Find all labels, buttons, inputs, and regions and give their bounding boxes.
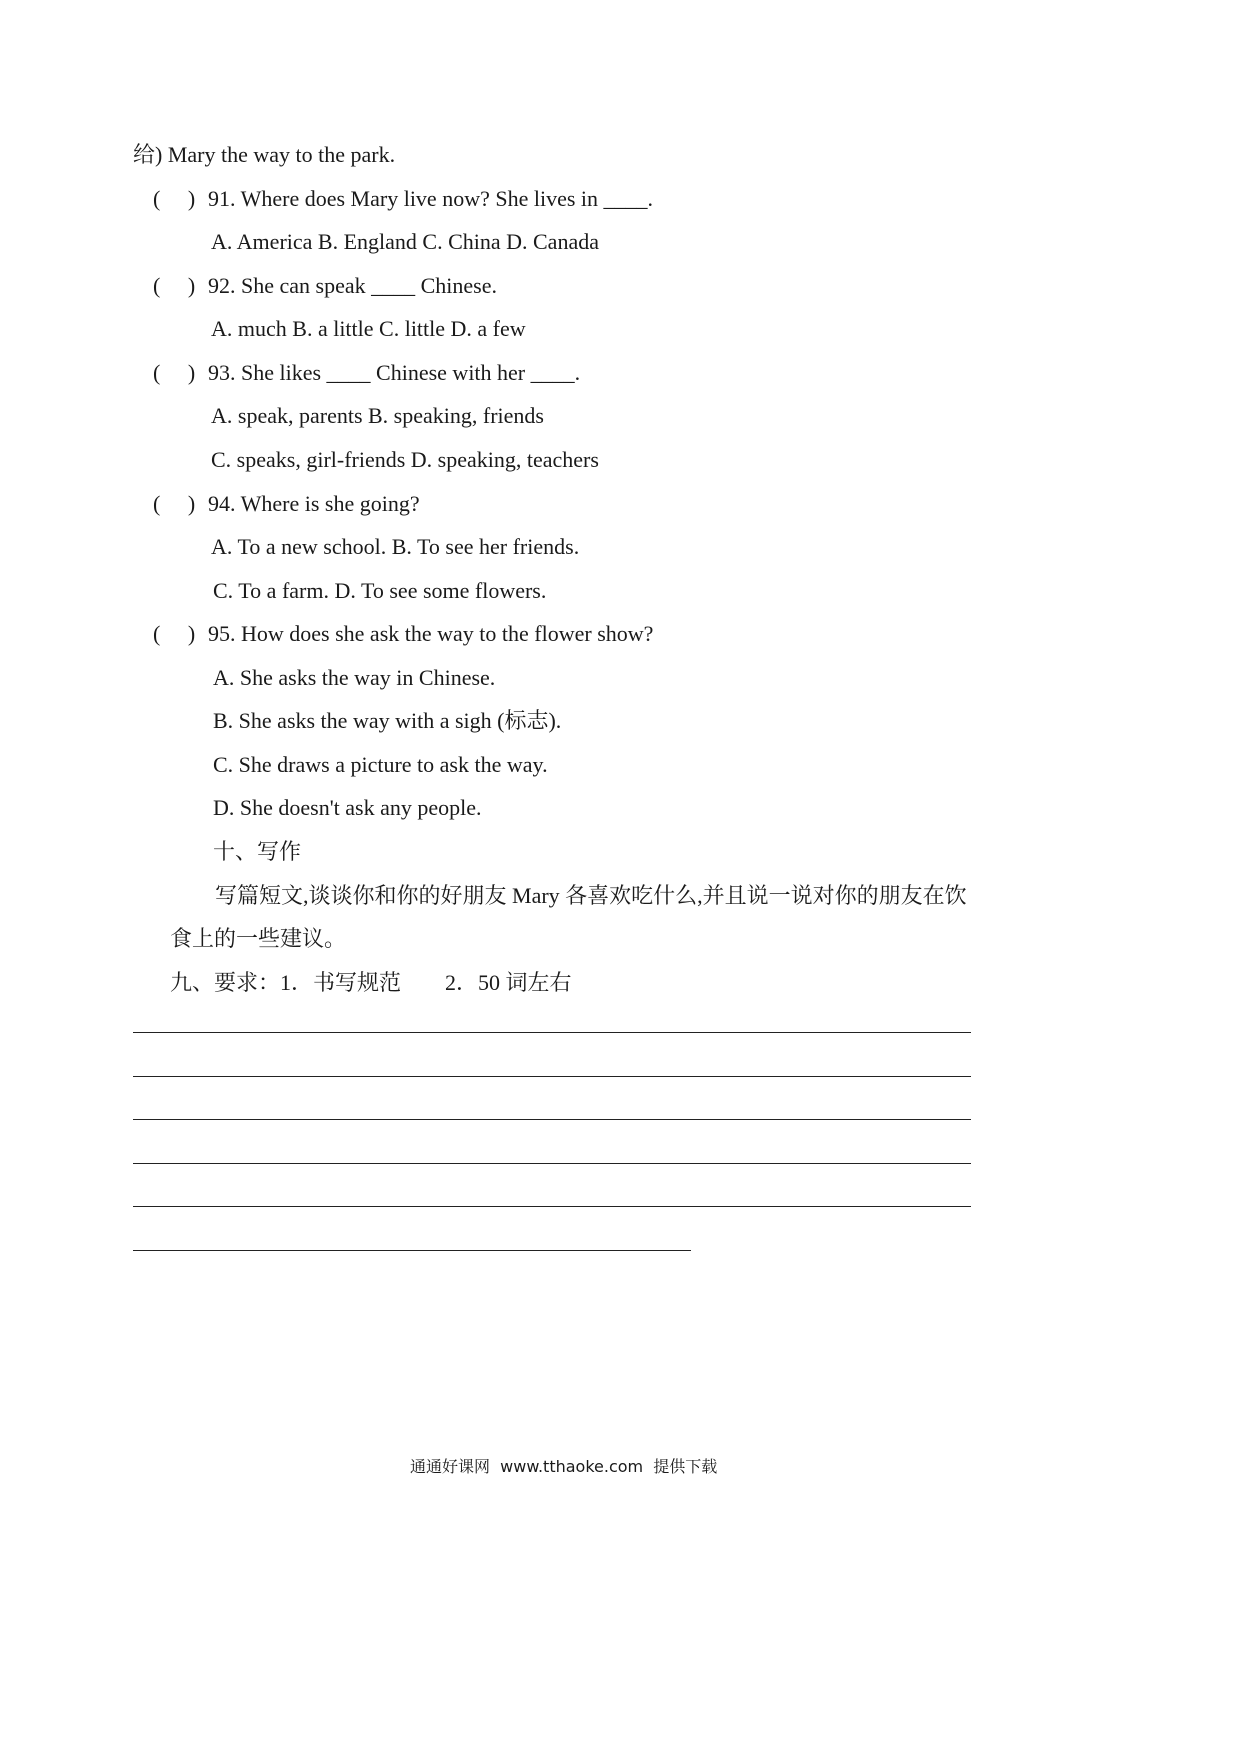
question-94: 94. Where is she going? xyxy=(208,491,420,516)
options-94-ab: A. To a new school. B. To see her friends. xyxy=(211,534,580,559)
question-95: 95. How does she ask the way to the flower show? xyxy=(208,621,654,646)
question-91: 91. Where does Mary live now? She lives in ____. xyxy=(208,186,654,211)
page-footer: 通通好课网 www.tthaoke.com 提供下载 xyxy=(410,1457,718,1476)
writing-prompt-line-2: 食上的一些建议。 xyxy=(170,926,347,951)
writing-line xyxy=(133,1119,971,1120)
writing-requirements: 九、要求：1．书写规范 2．50 词左右 xyxy=(170,970,572,995)
writing-line xyxy=(133,1206,971,1207)
options-93-ab: A. speak, parents B. speaking, friends xyxy=(211,403,544,428)
writing-line xyxy=(133,1250,691,1251)
options-91: A. America B. England C. China D. Canada xyxy=(211,229,599,254)
option-95-d: D. She doesn't ask any people. xyxy=(213,795,482,820)
answer-blank: ( ) xyxy=(153,360,196,385)
answer-blank: ( ) xyxy=(153,273,196,298)
options-94-cd: C. To a farm. D. To see some flowers. xyxy=(213,578,547,603)
writing-line xyxy=(133,1032,971,1033)
question-92: 92. She can speak ____ Chinese. xyxy=(208,273,497,298)
answer-blank: ( ) xyxy=(153,491,196,516)
answer-blank: ( ) xyxy=(153,186,196,211)
options-93-cd: C. speaks, girl-friends D. speaking, teachers xyxy=(211,447,599,472)
writing-heading: 十、写作 xyxy=(213,839,302,864)
option-95-a: A. She asks the way in Chinese. xyxy=(213,665,496,690)
answer-blank: ( ) xyxy=(153,621,196,646)
writing-line xyxy=(133,1163,971,1164)
question-93: 93. She likes ____ Chinese with her ____. xyxy=(208,360,581,385)
option-95-c: C. She draws a picture to ask the way. xyxy=(213,752,548,777)
writing-line xyxy=(133,1076,971,1077)
writing-prompt-line-1: 写篇短文,谈谈你和你的好朋友 Mary 各喜欢吃什么,并且说一说对你的朋友在饮 xyxy=(215,883,967,908)
options-92: A. much B. a little C. little D. a few xyxy=(211,316,526,341)
option-95-b: B. She asks the way with a sigh (标志). xyxy=(213,708,562,733)
passage-tail: 给) Mary the way to the park. xyxy=(133,142,396,167)
